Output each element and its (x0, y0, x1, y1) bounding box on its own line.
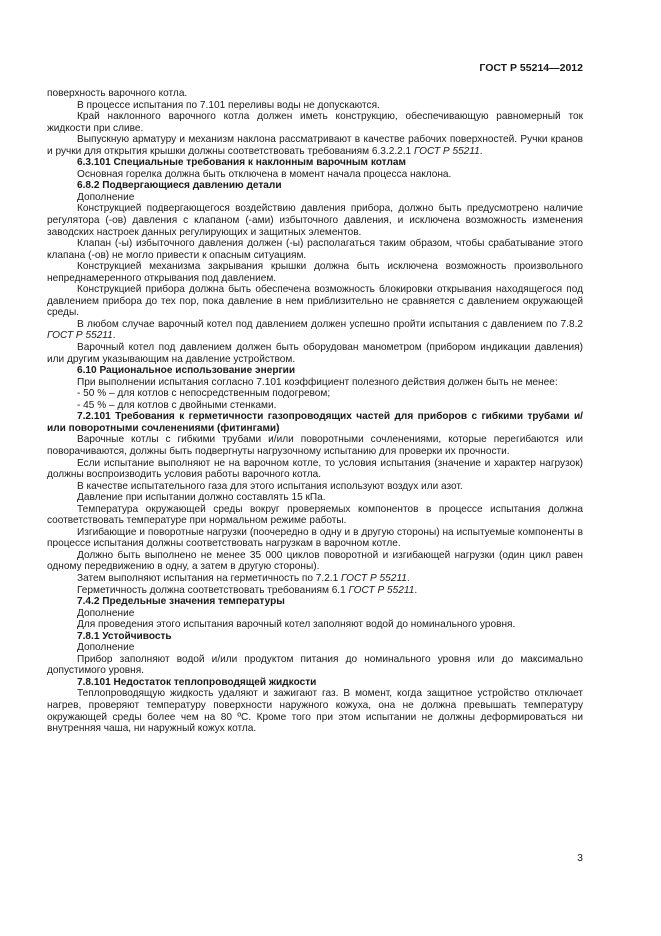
paragraph (47, 111, 583, 134)
section-heading (47, 411, 583, 434)
paragraph-text: Варочные котлы с гибкими трубами и/или поворотными сочленениями, которые перегибаются или поворачиваются, должны быть подвергнуты нагрузочному испытанию для проверки их прочности. (47, 434, 583, 457)
paragraph-text: В процессе испытания по 7.101 переливы воды не допускаются. (77, 99, 380, 111)
paragraph-tail: . (112, 330, 116, 342)
paragraph-text: Дополнение (77, 191, 135, 203)
paragraph (47, 688, 583, 734)
paragraph-text: 7.4.2 Предельные значения температуры (77, 596, 285, 608)
document-header: ГОСТ Р 55214—2012 (479, 62, 583, 74)
paragraph-text: Должно быть выполнено не менее 35 000 циклов поворотной и изгибающей нагрузки (один цикл равен одному передвижению в одну, а затем в другую стороны). (47, 549, 583, 573)
paragraph-text: - 45 % – для котлов с двойными стенками. (77, 399, 277, 411)
document-body (47, 88, 583, 735)
paragraph-text: Для проведения этого испытания варочный котел заполняют водой до номинального уровня. (77, 619, 516, 631)
paragraph (47, 585, 583, 597)
paragraph (47, 377, 583, 389)
paragraph-text: - 50 % – для котлов с непосредственным подогревом; (77, 388, 331, 400)
paragraph (47, 342, 583, 365)
paragraph-text: Варочный котел под давлением должен быть оборудован манометром (прибором индикации давления) или другим указывающим на давление устройством. (47, 342, 583, 365)
paragraph-text: 6.10 Рациональное использование энергии (77, 365, 296, 377)
paragraph-text: Затем выполняют испытания на герметичность по 7.2.1 (77, 572, 342, 584)
paragraph (47, 238, 583, 261)
paragraph (47, 527, 583, 550)
section-heading (47, 157, 583, 169)
paragraph (47, 492, 583, 504)
standard-reference: ГОСТ Р 55211 (47, 330, 113, 342)
paragraph-text: Герметичность должна соответствовать требованиям 6.1 (77, 584, 349, 596)
standard-reference: ГОСТ Р 55211 (341, 572, 407, 584)
paragraph-text: Конструкцией прибора должна быть обеспечена возможность блокировки открывания находящегося под давлением прибора до тех пор, пока давление в нем приблизительно не сравняется с давлением окружающей среды. (47, 284, 583, 319)
standard-reference: ГОСТ Р 55211 (413, 145, 480, 157)
section-heading (47, 596, 583, 608)
paragraph (47, 642, 583, 654)
paragraph-text: Давление при испытании должно составлять 15 кПа. (77, 492, 326, 504)
paragraph-text: 6.3.101 Специальные требования к наклонным варочным котлам (77, 157, 406, 169)
paragraph (47, 550, 583, 573)
paragraph (47, 654, 583, 677)
paragraph (47, 284, 583, 319)
paragraph-text: Если испытание выполняют не на варочном котле, то условия испытания (значение и характер нагрузок) должны воспроизводить условия работы варочного котла. (47, 457, 583, 481)
paragraph-text: 7.8.1 Устойчивость (77, 630, 172, 642)
paragraph (47, 203, 583, 238)
paragraph (47, 458, 583, 481)
paragraph-text: Конструкцией механизма закрывания крышки должна быть исключена возможность произвольного непреднамеренного открывания под давлением. (47, 261, 583, 284)
paragraph (47, 88, 583, 100)
paragraph-text: Основная горелка должна быть отключена в момент начала процесса наклона. (77, 168, 452, 180)
paragraph (47, 388, 583, 400)
paragraph-text: Выпускную арматуру и механизм наклона рассматривают в качестве рабочих поверхностей. Ручки кранов и ручки для открытия крышки должны соответствовать требованиям 6.3.2.2.1 (47, 134, 583, 157)
section-heading (47, 677, 583, 689)
paragraph-text: Изгибающие и поворотные нагрузки (поочередно в одну и в другую стороны) на испытуемые компоненты в процессе испытания должны соответствовать нагрузкам в варочном котле. (47, 526, 583, 550)
paragraph-text: При выполнении испытания согласно 7.101 коэффициент полезного действия должен быть не менее: (77, 376, 558, 388)
paragraph (47, 619, 583, 631)
paragraph-text: Конструкцией подвергающегося воздействию давления прибора, должно быть предусмотрено наличие регулятора (-ов) давления с клапаном (-ами) избыточного давления, и исключена возможность изменения заводских настроек данных регулирующих и защитных элементов. (47, 203, 583, 238)
paragraph-text: Край наклонного варочного котла должен иметь конструкцию, обеспечивающую равномерный ток жидкости при сливе. (47, 111, 583, 134)
paragraph (47, 400, 583, 412)
paragraph-text: 6.8.2 Подвергающиеся давлению детали (77, 180, 282, 192)
paragraph-tail: . (479, 145, 483, 157)
paragraph-text: Теплопроводящую жидкость удаляют и зажигают газ. В момент, когда защитное устройство отключает нагрев, проверяют температуру поверхности наружного кожуха, она не должна превышать температуру окружающей среды более чем на 80 ºC. Кроме того при этом испытании не должны деформироваться ни внутренняя чаша, ни наружный кожух котла. (47, 688, 583, 735)
paragraph (47, 504, 583, 527)
paragraph (47, 434, 583, 457)
paragraph (47, 319, 583, 342)
paragraph-tail: . (406, 572, 410, 584)
paragraph (47, 608, 583, 620)
section-heading (47, 180, 583, 192)
paragraph-text: В качестве испытательного газа для этого испытания используют воздух или азот. (77, 480, 463, 492)
paragraph (47, 192, 583, 204)
paragraph (47, 169, 583, 181)
paragraph-text: Дополнение (77, 607, 135, 619)
paragraph (47, 261, 583, 284)
section-heading (47, 631, 583, 643)
paragraph (47, 573, 583, 585)
paragraph-text: Прибор заполняют водой и/или продуктом питания до номинального уровня или до максимально допустимого уровня. (47, 653, 583, 677)
paragraph-text: Температура окружающей среды вокруг проверяемых компонентов в процессе испытания должна соответствовать температуре при нормальном режиме работы. (47, 503, 583, 527)
standard-reference: ГОСТ Р 55211 (348, 584, 415, 596)
paragraph-text: Дополнение (77, 642, 135, 654)
page-number: 3 (577, 852, 583, 864)
section-heading (47, 365, 583, 377)
paragraph-text: В любом случае варочный котел под давлением должен успешно пройти испытания с давлением по 7.8.2 (77, 318, 583, 330)
paragraph-text: 7.8.101 Недостаток теплопроводящей жидкости (77, 676, 317, 688)
paragraph-text: Клапан (-ы) избыточного давления должен (-ы) располагаться таким образом, чтобы срабатывание этого клапана (-ов) не могло привести к опасным ситуациям. (47, 238, 583, 261)
paragraph-tail: . (414, 584, 418, 596)
paragraph (47, 481, 583, 493)
paragraph (47, 100, 583, 112)
paragraph (47, 134, 583, 157)
paragraph-text: 7.2.101 Требования к герметичности газопроводящих частей для приборов с гибкими трубами и/или поворотными сочленениями (фитингами) (47, 411, 583, 434)
paragraph-text: поверхность варочного котла. (47, 88, 188, 99)
